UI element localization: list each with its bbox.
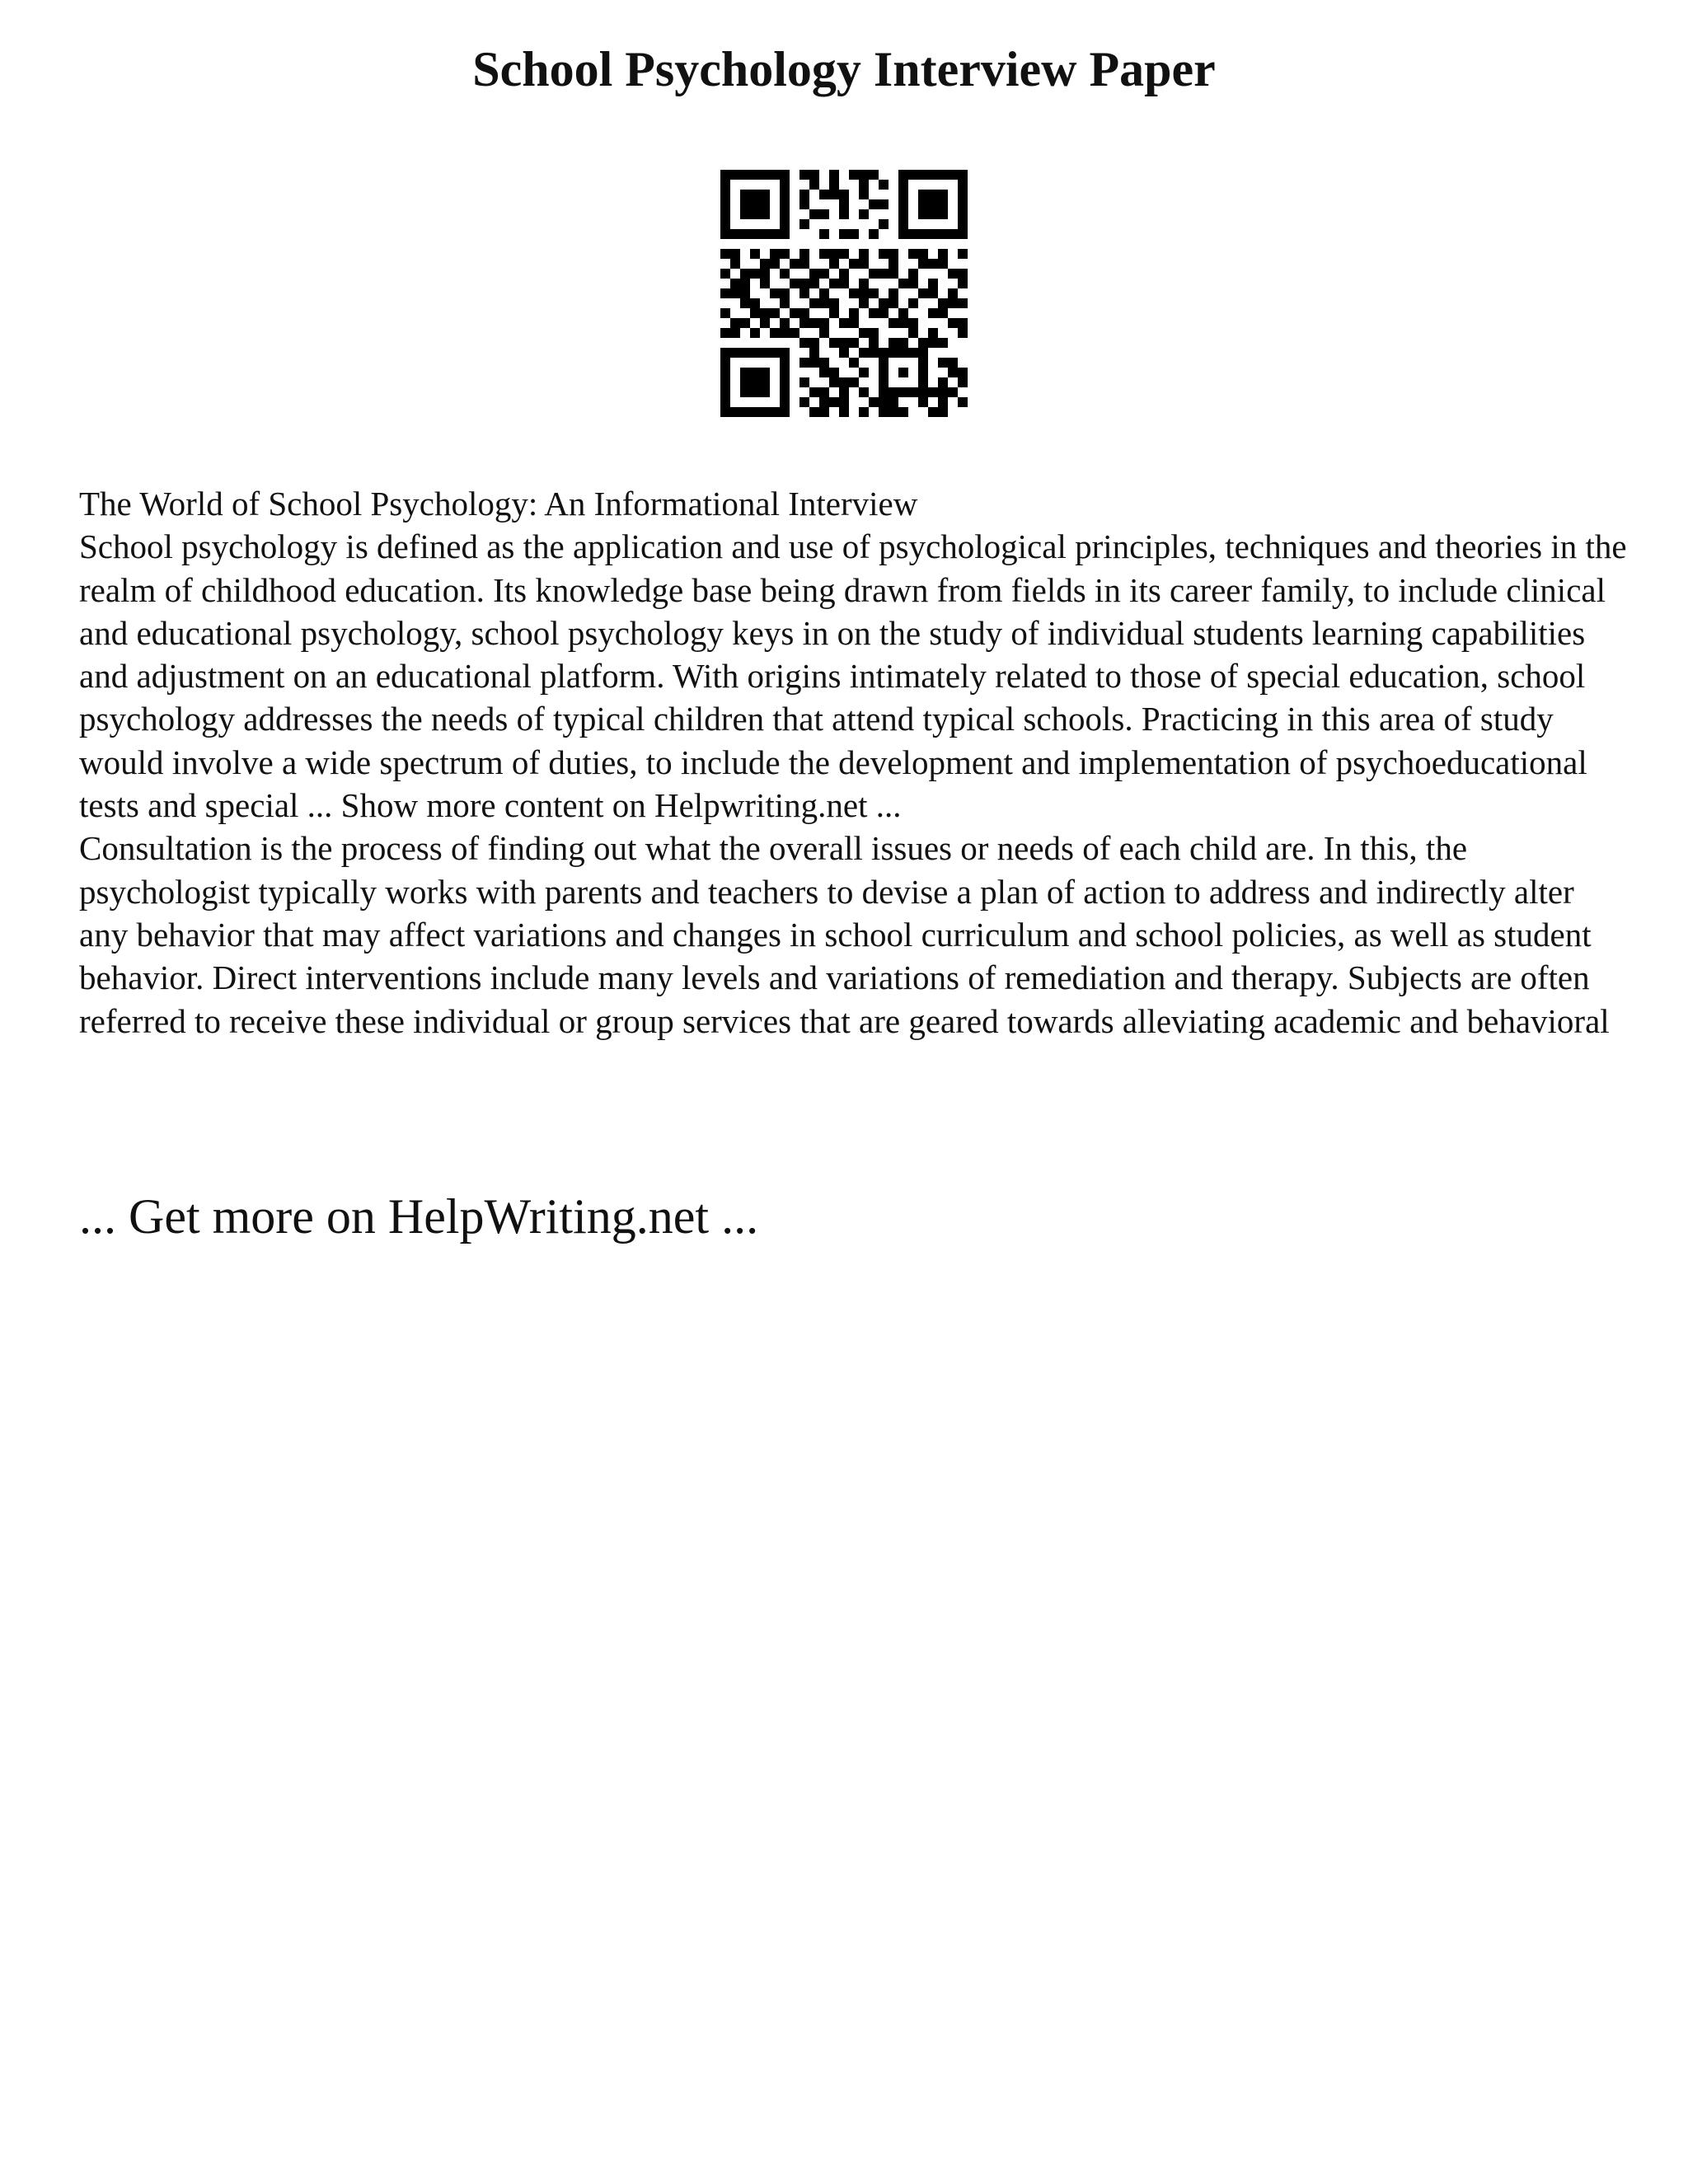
qr-code-icon [720,170,968,417]
paragraph-consultation: Consultation is the process of finding out what the overall issues or needs of each child are. In this, the psychologist typically works with parents and teachers to devise a plan of action to address and indirectly alter any behavior that may affect variations and changes in school curriculum and school policies, as well as student behavior. Direct interventions include many levels and variations of remediation and therapy. Subjects are often referred to receive these individual or group services that are geared towards alleviating academic and behavioral [79,829,1610,1040]
get-more-link[interactable]: ... Get more on HelpWriting.net ... [79,1189,759,1244]
document-subtitle: The World of School Psychology: An Informational Interview [79,485,918,523]
document-title: School Psychology Interview Paper [472,42,1216,96]
paragraph-intro: School psychology is defined as the application and use of psychological principles, techniques and theories in the realm of childhood education. Its knowledge base being drawn from fields in its career family, to include clinical and educational psychology, school psychology keys in on the study of individual students learning capabilities and adjustment on an educational platform. With origins intimately related to those of special education, school psychology addresses the needs of typical children that attend typical schools. Practicing in this area of study would involve a wide spectrum of duties, to include the development and implementation of psychoeducational tests and special ... Show more content on Helpwriting.net ... [79,527,1627,825]
document-body [79,482,1629,1043]
